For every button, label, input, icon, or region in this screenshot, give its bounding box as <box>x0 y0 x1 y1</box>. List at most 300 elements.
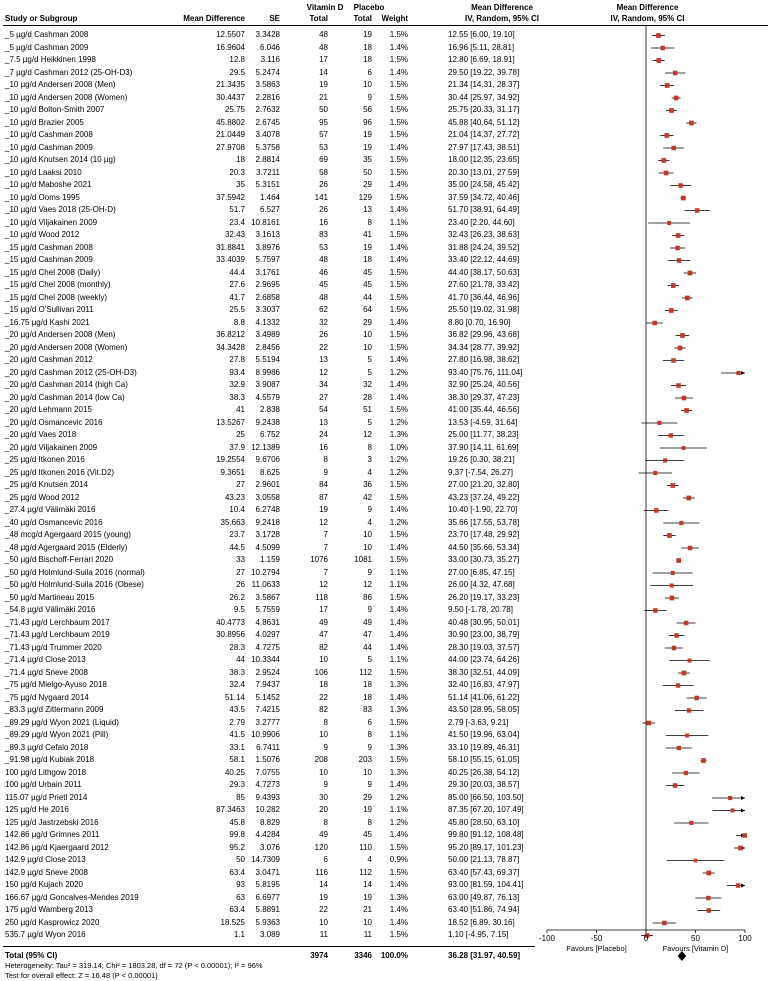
se-value: 10.8161 <box>251 217 280 227</box>
total-vitamin-d-value: 12 <box>319 580 328 589</box>
se-value: 2.9524 <box>255 667 280 677</box>
ci-value: 35.66 [17.55, 53.78] <box>448 517 520 527</box>
se-value: 3.9087 <box>255 380 280 389</box>
weight-value: 1.4% <box>389 142 408 152</box>
total-placebo-value: 83 <box>363 705 372 714</box>
mean-difference-value: 87.3463 <box>216 805 245 814</box>
effect-marker <box>671 283 676 288</box>
header-total-vitamin-d: Total <box>309 14 328 23</box>
ci-value: 29.30 [20.03, 38.57] <box>448 780 520 789</box>
weight-value: 1.4% <box>389 692 408 702</box>
effect-marker <box>701 758 706 763</box>
total-vitamin-d-value: 48 <box>319 292 328 302</box>
mean-difference-value: 32.4 <box>229 680 245 689</box>
effect-marker <box>676 683 680 687</box>
ci-value: 41.70 [36.44, 46.96] <box>448 292 520 302</box>
total-placebo-value: 10 <box>363 330 372 339</box>
weight-value: 1.2% <box>389 455 408 464</box>
weight-value: 1.5% <box>389 842 408 852</box>
ci-value: 27.60 [21.78, 33.42] <box>448 280 520 289</box>
x-tick-label: -100 <box>538 934 556 943</box>
study-label: _91.98 µg/d Kubiak 2018 <box>5 755 95 764</box>
study-label: _40 µg/d Osmancevic 2016 <box>5 517 103 527</box>
se-value: 3.1728 <box>255 530 280 539</box>
mean-difference-value: 36.8212 <box>216 330 245 339</box>
weight-value: 1.5% <box>389 867 408 877</box>
weight-value: 1.1% <box>389 217 408 227</box>
total-placebo-value: 10 <box>363 530 372 539</box>
study-label: _50 µg/d Holmlund-Suila 2016 (normal) <box>5 567 145 577</box>
effect-marker <box>681 196 686 201</box>
total-vitamin-d-value: 82 <box>319 642 328 652</box>
total-vitamin-d-value: 7 <box>323 530 328 539</box>
weight-value: 1.4% <box>389 617 408 627</box>
se-value: 9.2418 <box>255 517 280 527</box>
ci-value: 50.00 [21.13, 78.87] <box>448 855 520 864</box>
study-label: _5 µg/d Cashman 2008 <box>5 30 89 39</box>
study-label: _10 µg/d Knutsen 2014 (10 µg) <box>5 155 116 164</box>
header-study: Study or Subgroup <box>5 14 78 23</box>
study-label: _20 µg/d Cashman 2012 (25-OH-D3) <box>5 367 137 377</box>
effect-marker <box>670 584 674 588</box>
mean-difference-value: 43.5 <box>229 705 245 714</box>
study-label: 535.7 µg/d Wyon 2016 <box>5 930 86 939</box>
ci-value: 40.25 [26.38, 54.12] <box>448 767 520 777</box>
total-placebo-value: 6 <box>367 717 372 727</box>
mean-difference-value: 33.4039 <box>216 255 245 264</box>
total-placebo-value: 47 <box>363 630 372 639</box>
se-value: 6.527 <box>259 205 280 214</box>
effect-marker <box>656 33 661 38</box>
ci-value: 28.30 [19.03, 37.57] <box>448 642 520 652</box>
total-placebo-value: 56 <box>363 105 372 114</box>
weight-value: 1.2% <box>389 817 408 827</box>
weight-value: 1.5% <box>389 130 408 139</box>
ci-value: 33.10 [19.89, 46.31] <box>448 742 520 752</box>
weight-value: 1.4% <box>389 180 408 189</box>
se-value: 3.8976 <box>255 242 280 252</box>
ci-arrow <box>741 371 745 375</box>
ci-arrow <box>741 884 745 888</box>
effect-marker <box>684 408 689 413</box>
weight-value: 1.5% <box>389 555 408 564</box>
effect-marker <box>653 608 658 613</box>
mean-difference-value: 29.5 <box>229 67 245 77</box>
study-label: _89.3 µg/d Cefalo 2018 <box>5 742 89 752</box>
total-placebo-value: 5 <box>367 417 372 427</box>
mean-difference-value: 26 <box>236 580 245 589</box>
total-vitamin-d-value: 21 <box>319 92 328 102</box>
total-vitamin-d-value: 6 <box>323 855 328 864</box>
study-label: 250 µg/d Kasprowicz 2020 <box>5 917 100 927</box>
total-vitamin-d-value: 53 <box>319 242 328 252</box>
study-label: _20 µg/d Andersen 2008 (Women) <box>5 342 128 352</box>
ci-value: 26.20 [19.17, 33.23] <box>448 592 520 602</box>
ci-value: 38.30 [29.37, 47.23] <box>448 392 520 402</box>
weight-value: 1.4% <box>389 205 408 214</box>
total-placebo-value: 5 <box>367 655 372 664</box>
total-ci: 36.28 [31.97, 40.59] <box>448 951 521 960</box>
mean-difference-value: 58.1 <box>229 755 245 764</box>
total-vitamin-d-value: 46 <box>319 267 328 277</box>
total-vitamin-d-value: 69 <box>319 155 328 164</box>
mean-difference-value: 93.4 <box>229 367 245 377</box>
mean-difference-value: 31.8841 <box>216 242 245 252</box>
weight-value: 1.5% <box>389 930 408 939</box>
se-value: 10.2794 <box>251 567 280 577</box>
mean-difference-value: 26.2 <box>229 592 245 602</box>
mean-difference-value: 44 <box>236 655 245 664</box>
mean-difference-value: 45.8 <box>229 817 245 827</box>
mean-difference-value: 32.9 <box>229 380 245 389</box>
total-placebo-value: 18 <box>363 42 372 52</box>
mean-difference-value: 35.663 <box>220 517 245 527</box>
effect-marker <box>695 208 700 213</box>
weight-value: 1.5% <box>389 530 408 539</box>
weight-value: 1.4% <box>389 917 408 927</box>
study-label: _20 µg/d Lehmann 2015 <box>5 405 92 414</box>
mean-difference-value: 34.3428 <box>216 342 245 352</box>
total-vitamin-d-value: 141 <box>314 192 328 202</box>
total-placebo-value: 32 <box>363 380 372 389</box>
study-label: _89.29 µg/d Wyon 2021 (Liquid) <box>5 717 119 727</box>
total-placebo-value: 112 <box>359 667 372 677</box>
study-label: 142.86 µg/d Grimnes 2011 <box>5 830 100 839</box>
study-label: _71.43 µg/d Lerchbaum 2019 <box>5 630 110 639</box>
ci-value: 99.80 [91.12, 108.48] <box>448 830 524 839</box>
mean-difference-value: 25.5 <box>229 305 245 314</box>
mean-difference-value: 21.3435 <box>216 80 245 89</box>
ci-value: 85.00 [66.50, 103.50] <box>448 792 524 802</box>
effect-marker <box>689 821 693 825</box>
se-value: 3.7211 <box>256 167 280 177</box>
weight-value: 1.3% <box>389 892 408 902</box>
total-placebo-value: 8 <box>367 817 372 827</box>
ci-value: 27.00 [6.85, 47.15] <box>448 567 515 577</box>
study-label: _10 µg/d Vaes 2018 (25-OH-D) <box>5 205 116 214</box>
weight-value: 1.5% <box>389 80 408 89</box>
study-label: _16.75 µg/d Kashi 2021 <box>5 317 90 327</box>
total-placebo-value: 49 <box>363 617 372 627</box>
se-value: 2.2816 <box>255 92 280 102</box>
ci-value: 32.40 [16.83, 47.97] <box>448 680 520 689</box>
ci-value: 33.00 [30.73, 35.27] <box>448 555 520 564</box>
effect-marker <box>677 258 682 263</box>
weight-value: 1.1% <box>389 730 408 739</box>
total-placebo-value: 1081 <box>354 555 372 564</box>
total-placebo-value: 19 <box>363 242 372 252</box>
weight-value: 1.1% <box>389 655 408 664</box>
effect-marker <box>685 734 689 738</box>
effect-marker <box>688 659 692 663</box>
weight-value: 1.2% <box>389 517 408 527</box>
effect-marker <box>736 371 740 375</box>
se-value: 4.0297 <box>255 630 280 639</box>
header-placebo: Placebo <box>353 3 385 12</box>
ci-value: 43.50 [28.95, 58.05] <box>448 705 520 714</box>
study-label: _20 µg/d Andersen 2008 (Men) <box>5 330 116 339</box>
mean-difference-value: 9.5 <box>233 605 245 614</box>
weight-value: 1.2% <box>389 792 408 802</box>
effect-marker <box>694 859 698 863</box>
effect-marker <box>682 396 687 401</box>
total-vitamin-d-value: 22 <box>319 342 328 352</box>
ci-value: 58.10 [55.15, 61.05] <box>448 755 520 764</box>
header-plot-subtitle: IV, Random, 95% CI <box>610 14 685 23</box>
study-label: _50 µg/d Martineau 2015 <box>5 592 95 602</box>
mean-difference-value: 43.23 <box>224 492 245 502</box>
se-value: 12.1389 <box>251 442 280 452</box>
study-label: _10 µg/d Laaksi 2010 <box>5 167 82 177</box>
se-value: 3.5867 <box>255 592 280 602</box>
study-label: _10 µg/d Maboshe 2021 <box>5 180 92 189</box>
study-label: 175 µg/d Wamberg 2013 <box>5 905 93 914</box>
total-vitamin-d-value: 12 <box>319 517 328 527</box>
total-vitamin-d-value: 57 <box>319 130 328 139</box>
se-value: 3.1613 <box>255 230 280 239</box>
mean-difference-value: 51.14 <box>224 692 245 702</box>
ci-value: 13.53 [-4.59, 31.64] <box>448 417 518 427</box>
ci-value: 44.40 [38.17, 50.63] <box>448 267 520 277</box>
ci-value: 18.00 [12.35, 23.65] <box>448 155 520 164</box>
total-placebo-value: 9 <box>367 742 372 752</box>
weight-value: 1.5% <box>389 305 408 314</box>
se-value: 4.8631 <box>255 617 280 627</box>
total-vitamin-d-value: 49 <box>319 617 328 627</box>
weight-value: 1.5% <box>389 192 408 202</box>
effect-marker <box>686 496 691 501</box>
weight-value: 1.4% <box>389 605 408 614</box>
mean-difference-value: 41 <box>236 405 245 414</box>
se-value: 2.7632 <box>255 105 280 114</box>
study-label: _10 µg/d Andersen 2008 (Women) <box>5 92 128 102</box>
effect-marker <box>743 833 748 838</box>
study-label: _5 µg/d Cashman 2009 <box>5 42 89 52</box>
total-placebo-value: 9 <box>367 605 372 614</box>
se-value: 5.7597 <box>255 255 280 264</box>
total-placebo-value: 18 <box>363 255 372 264</box>
mean-difference-value: 20.3 <box>229 167 245 177</box>
total-vitamin-d-value: 83 <box>319 230 328 239</box>
total-placebo-value: 19 <box>363 892 372 902</box>
mean-difference-value: 10.4 <box>229 505 245 514</box>
weight-value: 1.5% <box>389 230 408 239</box>
study-label: _71.43 µg/d Trummer 2020 <box>5 642 102 652</box>
study-label: _7 µg/d Cashman 2012 (25-OH-D3) <box>5 67 133 77</box>
ci-value: 35.00 [24.58, 45.42] <box>448 180 520 189</box>
total-vitamin-d-value: 26 <box>319 330 328 339</box>
total-placebo-value: 29 <box>363 317 372 327</box>
study-label: _15 µg/d Chel 2008 (Daily) <box>5 267 101 277</box>
total-placebo-value: 44 <box>363 642 372 652</box>
header-ci-title: Mean Difference <box>471 3 533 12</box>
se-value: 3.3037 <box>255 305 280 314</box>
total-weight: 100.0% <box>380 951 408 960</box>
ci-value: 63.40 [57.43, 69.37] <box>448 867 520 877</box>
total-placebo-value: 51 <box>363 405 372 414</box>
weight-value: 1.4% <box>389 317 408 327</box>
total-vitamin-d-value: 116 <box>315 867 328 877</box>
weight-value: 1.4% <box>389 242 408 252</box>
ci-value: 27.97 [17.43, 38.51] <box>448 142 520 152</box>
total-vitamin-d-value: 82 <box>319 705 328 714</box>
weight-value: 1.1% <box>389 567 408 577</box>
total-placebo-value: 45 <box>363 267 372 277</box>
ci-value: 44.50 [35.66, 53.34] <box>448 542 520 552</box>
ci-value: 44.00 [23.74, 64.26] <box>448 655 520 664</box>
se-value: 2.8814 <box>255 155 280 164</box>
favours-vitamin-d-label: Favours [Vitamin D] <box>662 944 729 953</box>
study-label: _50 µg/d Holmlund-Suila 2016 (Obese) <box>5 580 144 589</box>
total-vitamin-d-value: 12 <box>319 367 328 377</box>
study-label: _15 µg/d Cashman 2008 <box>5 242 93 252</box>
total-vitamin-d-value: 8 <box>323 455 328 464</box>
se-value: 7.0755 <box>255 767 280 777</box>
study-label: 125 µg/d He 2016 <box>5 805 69 814</box>
study-label: 142.9 µg/d Close 2013 <box>5 855 86 864</box>
mean-difference-value: 30.8956 <box>216 630 245 639</box>
effect-marker <box>654 508 659 513</box>
weight-value: 1.4% <box>389 355 408 364</box>
study-label: _10 µg/d Andersen 2008 (Men) <box>5 80 116 89</box>
ci-value: 41.00 [35.44, 46.56] <box>448 405 520 414</box>
ci-value: 20.30 [13.01, 27.59] <box>448 167 520 177</box>
ci-value: 16.96 [5.11, 28.81] <box>448 42 515 52</box>
header-vitamin-d: Vitamin D <box>306 3 344 12</box>
study-label: _15 µg/d Chel 2008 (weekly) <box>5 292 107 302</box>
study-label: _25 µg/d Knutsen 2014 <box>5 480 88 489</box>
study-label: _7.5 µg/d Heikkinen 1998 <box>5 55 96 64</box>
weight-value: 1.5% <box>389 405 408 414</box>
effect-marker <box>670 483 675 488</box>
study-label: 100 µg/d Urbain 2011 <box>5 780 82 789</box>
ci-value: 27.80 [16.98, 38.62] <box>448 355 520 364</box>
se-value: 6.7411 <box>256 742 280 752</box>
total-placebo-value: 3 <box>367 455 372 464</box>
study-label: _10 µg/d Wood 2012 <box>5 230 80 239</box>
total-vitamin-d-value: 47 <box>319 630 328 639</box>
study-label: 142.9 µg/d Sneve 2008 <box>5 867 88 877</box>
mean-difference-value: 38.3 <box>229 392 245 402</box>
total-placebo-value: 11 <box>363 930 372 939</box>
total-placebo-value: 10 <box>363 767 372 777</box>
mean-difference-value: 2.79 <box>229 717 245 727</box>
weight-value: 1.4% <box>389 67 408 77</box>
ci-value: 25.75 [20.33, 31.17] <box>448 105 520 114</box>
effect-marker <box>661 46 666 51</box>
total-vitamin-d-value: 53 <box>319 142 328 152</box>
effect-marker <box>662 921 667 926</box>
total-vitamin-d-value: 16 <box>319 442 328 452</box>
weight-value: 1.4% <box>389 905 408 914</box>
se-value: 6.6977 <box>255 892 280 902</box>
study-label: _48 µg/d Agergaard 2015 (Elderly) <box>5 542 128 552</box>
weight-value: 1.0% <box>389 442 408 452</box>
total-vitamin-d-value: 19 <box>319 505 328 514</box>
total-vitamin-d-value: 95 <box>319 117 328 127</box>
mean-difference-value: 1.1 <box>233 930 245 939</box>
study-label: _15 µg/d Chel 2008 (monthly) <box>5 280 111 289</box>
mean-difference-value: 38.3 <box>229 667 245 677</box>
weight-value: 1.5% <box>389 292 408 302</box>
se-value: 3.0558 <box>255 492 280 502</box>
effect-marker <box>671 571 675 575</box>
ci-value: 21.04 [14.37, 27.72] <box>448 130 520 139</box>
se-value: 2.838 <box>259 405 280 414</box>
total-vitamin-d-value: 13 <box>319 417 328 427</box>
weight-value: 1.5% <box>389 667 408 677</box>
weight-value: 1.5% <box>389 342 408 352</box>
study-label: _20 µg/d Vaes 2018 <box>5 430 77 439</box>
total-vitamin-d-value: 48 <box>319 255 328 264</box>
total-vitamin-d-value: 10 <box>319 730 328 739</box>
weight-value: 1.5% <box>389 330 408 339</box>
effect-marker <box>694 696 699 701</box>
mean-difference-value: 32.43 <box>224 230 245 239</box>
total-placebo-value: 44 <box>363 292 372 302</box>
total-placebo-value: 12 <box>363 580 372 589</box>
ci-value: 63.00 [49.87, 76.13] <box>448 892 520 902</box>
ci-value: 23.40 [2.20, 44.60] <box>448 217 515 227</box>
se-value: 7.9437 <box>255 680 280 689</box>
effect-marker <box>676 233 681 238</box>
study-label: _10 µg/d Ooms 1995 <box>5 192 80 202</box>
se-value: 4.7273 <box>255 780 280 789</box>
mean-difference-value: 85 <box>236 792 245 802</box>
se-value: 3.2777 <box>255 717 280 727</box>
mean-difference-value: 27 <box>236 480 245 489</box>
weight-value: 1.4% <box>389 380 408 389</box>
mean-difference-value: 25 <box>236 430 245 439</box>
study-label: _10 µg/d Brazier 2005 <box>5 117 84 127</box>
weight-value: 1.5% <box>389 92 408 102</box>
se-value: 10.9906 <box>251 730 280 739</box>
ci-value: 27.00 [21.20, 32.80] <box>448 480 520 489</box>
total-placebo-value: 9 <box>367 567 372 577</box>
mean-difference-value: 9.3651 <box>220 467 245 477</box>
study-label: _71.4 µg/d Sneve 2008 <box>5 667 88 677</box>
se-value: 3.4989 <box>255 330 280 339</box>
effect-marker <box>689 121 694 126</box>
se-value: 5.1452 <box>255 692 280 702</box>
se-value: 9.4393 <box>255 792 280 802</box>
total-n-vitamin-d: 3974 <box>310 951 328 960</box>
weight-value: 1.5% <box>389 30 408 39</box>
total-vitamin-d-value: 9 <box>323 742 328 752</box>
mean-difference-value: 27.8 <box>229 355 245 364</box>
total-placebo-value: 36 <box>363 480 372 489</box>
header-weight: Weight <box>381 14 408 23</box>
mean-difference-value: 13.5267 <box>216 417 245 427</box>
total-vitamin-d-value: 1076 <box>310 555 328 564</box>
total-vitamin-d-value: 26 <box>319 180 328 189</box>
ci-value: 1.10 [-4.95, 7.15] <box>448 930 509 939</box>
effect-marker <box>667 221 671 225</box>
total-placebo-value: 42 <box>363 492 372 502</box>
total-vitamin-d-value: 87 <box>319 492 328 502</box>
ci-value: 12.55 [6.00, 19.10] <box>448 30 515 39</box>
total-vitamin-d-value: 10 <box>319 917 328 927</box>
effect-marker <box>671 358 676 363</box>
total-placebo-value: 18 <box>363 680 372 689</box>
weight-value: 1.5% <box>389 167 408 177</box>
ci-value: 30.44 [25.97, 34.92] <box>448 92 520 102</box>
se-value: 3.4078 <box>255 130 280 139</box>
study-label: 166.67 µg/d Goncalves-Mendes 2019 <box>5 892 139 902</box>
study-label: _10 µg/d Cashman 2009 <box>5 142 93 152</box>
study-label: 142.86 µg/d Kjaergaard 2012 <box>5 842 109 852</box>
effect-marker <box>657 421 661 425</box>
